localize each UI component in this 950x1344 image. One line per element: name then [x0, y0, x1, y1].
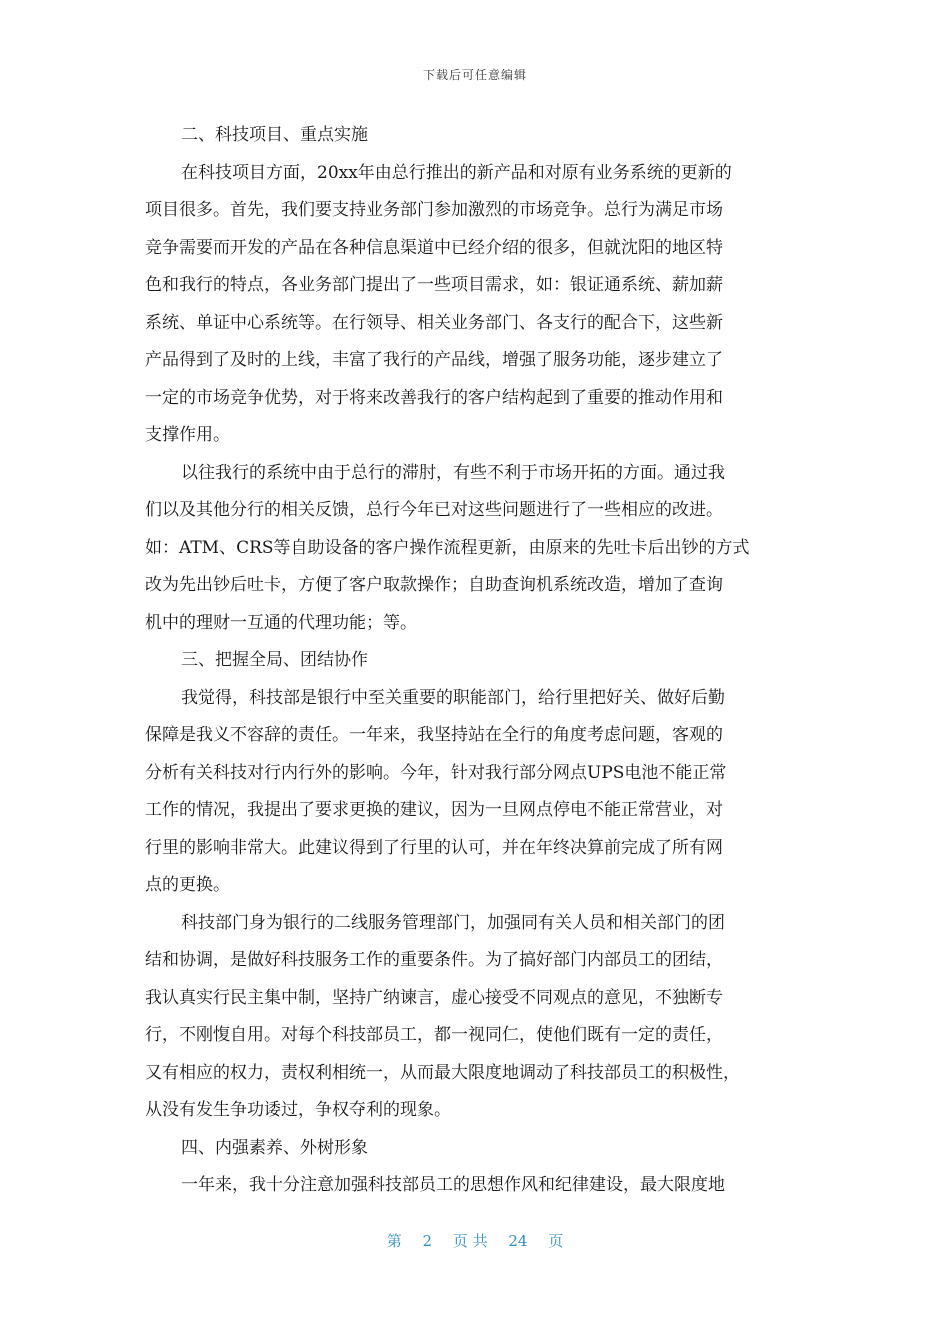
text-line: 分析有关科技对行内行外的影响。今年，针对我行部分网点UPS电池不能正常 [145, 762, 727, 783]
text-line: 结和协调，是做好科技服务工作的重要条件。为了搞好部门内部员工的团结， [145, 950, 723, 970]
page-footer [0, 1230, 950, 1251]
text-line: 从没有发生争功诿过，争权夺利的现象。 [145, 1100, 451, 1120]
text-line: 三、把握全局、团结协作 [181, 650, 368, 670]
text-line: 项目很多。首先，我们要支持业务部门参加激烈的市场竞争。总行为满足市场 [145, 200, 723, 220]
footer-middle: 页 共 [452, 1232, 488, 1250]
text-line: 们以及其他分行的相关反馈，总行今年已对这些问题进行了一些相应的改进。 [145, 500, 723, 520]
text-line: 科技部门身为银行的二线服务管理部门，加强同有关人员和相关部门的团 [181, 912, 725, 933]
text-line: 保障是我义不容辞的责任。一年来，我坚持站在全行的角度考虑问题，客观的 [145, 725, 723, 745]
footer-current-page: 2 [422, 1232, 433, 1250]
text-line: 在科技项目方面，20xx年由总行推出的新产品和对原有业务系统的更新的 [181, 162, 732, 183]
text-line: 支撑作用。 [145, 425, 230, 445]
text-line: 机中的理财一互通的代理功能；等。 [145, 612, 417, 633]
footer-total-pages: 24 [508, 1232, 528, 1250]
header-note: 下载后可任意编辑 [422, 68, 527, 82]
text-line: 改为先出钞后吐卡，方便了客户取款操作；自助查询机系统改造，增加了查询 [145, 575, 723, 595]
text-line: 以往我行的系统中由于总行的滞肘，有些不利于市场开拓的方面。通过我 [181, 462, 725, 483]
text-line: 色和我行的特点，各业务部门提出了一些项目需求，如：银证通系统、薪加薪 [145, 275, 723, 295]
document-body [145, 117, 807, 1205]
text-line: 一定的市场竞争优势，对于将来改善我行的客户结构起到了重要的推动作用和 [145, 387, 723, 408]
text-line: 行里的影响非常大。此建议得到了行里的认可，并在年终决算前完成了所有网 [145, 837, 723, 858]
text-line: 如：ATM、CRS等自助设备的客户操作流程更新，由原来的先吐卡后出钞的方式 [145, 537, 750, 558]
text-line: 又有相应的权力，责权利相统一，从而最大限度地调动了科技部员工的积极性， [145, 1062, 740, 1083]
text-line: 产品得到了及时的上线，丰富了我行的产品线，增强了服务功能，逐步建立了 [145, 350, 723, 370]
footer-suffix: 页 [548, 1232, 564, 1250]
text-line: 我认真实行民主集中制，坚持广纳谏言，虚心接受不同观点的意见，不独断专 [145, 987, 723, 1008]
text-line: 我觉得，科技部是银行中至关重要的职能部门，给行里把好关、做好后勤 [181, 687, 725, 708]
text-line: 行，不刚愎自用。对每个科技部员工，都一视同仁，使他们既有一定的责任， [145, 1025, 723, 1045]
footer-prefix: 第 [386, 1232, 402, 1250]
text-line: 工作的情况，我提出了要求更换的建议，因为一旦网点停电不能正常营业，对 [145, 800, 723, 820]
text-line: 点的更换。 [145, 875, 230, 895]
text-line: 四、内强素养、外树形象 [181, 1137, 368, 1158]
text-line: 系统、单证中心系统等。在行领导、相关业务部门、各支行的配合下，这些新 [145, 312, 723, 333]
text-line: 一年来，我十分注意加强科技部员工的思想作风和纪律建设，最大限度地 [181, 1175, 725, 1195]
text-line: 竞争需要而开发的产品在各种信息渠道中已经介绍的很多，但就沈阳的地区特 [145, 237, 723, 258]
text-line: 二、科技项目、重点实施 [181, 125, 368, 145]
